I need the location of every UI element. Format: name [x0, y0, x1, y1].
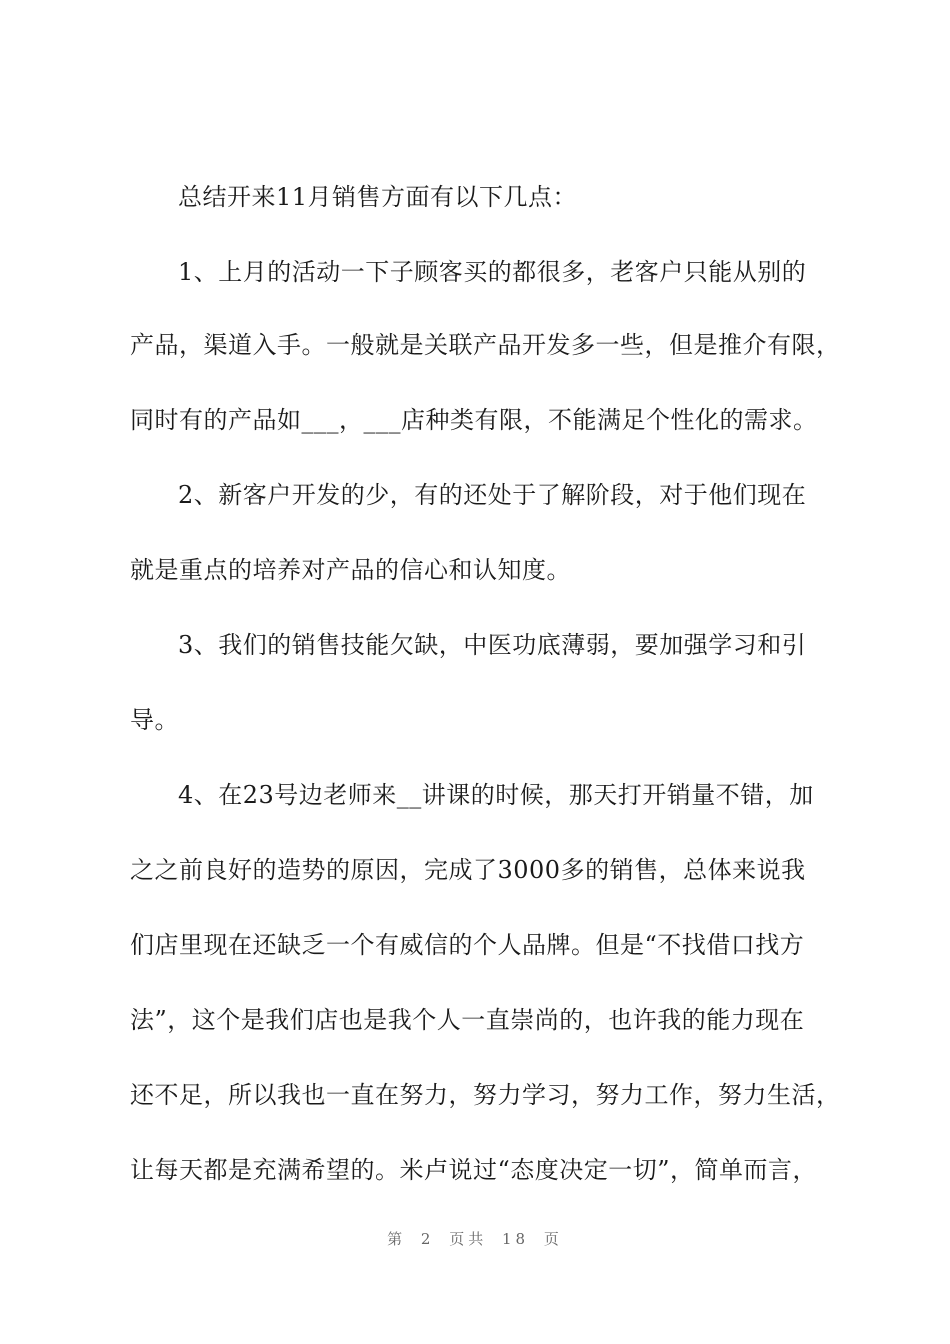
paragraph-line: 1、上月的活动一下子顾客买的都很多，老客户只能从别的	[178, 258, 807, 286]
summary-heading: 总结开来11月销售方面有以下几点：	[178, 183, 578, 211]
paragraph-line: 3、我们的销售技能欠缺，中医功底薄弱，要加强学习和引	[178, 631, 807, 659]
paragraph-line: 4、在23号边老师来__讲课的时候，那天打开销量不错，加	[178, 781, 814, 809]
paragraph-line: 就是重点的培养对产品的信心和认知度。	[130, 556, 571, 584]
paragraph-line: 让每天都是充满希望的。米卢说过“态度决定一切”，简单而言，	[130, 1156, 818, 1184]
paragraph-line: 们店里现在还缺乏一个有威信的个人品牌。但是“不找借口找方	[130, 931, 805, 959]
paragraph-line: 产品，渠道入手。一般就是关联产品开发多一些，但是推介有限，	[130, 331, 841, 359]
paragraph-line: 之之前良好的造势的原因，完成了3000多的销售，总体来说我	[130, 856, 806, 884]
page-number-footer: 第 2 页共 18 页	[387, 1230, 563, 1248]
paragraph-line: 法”，这个是我们店也是我个人一直崇尚的，也许我的能力现在	[130, 1006, 805, 1034]
paragraph-line: 还不足，所以我也一直在努力，努力学习，努力工作，努力生活，	[130, 1081, 841, 1109]
paragraph-line: 导。	[130, 706, 179, 734]
paragraph-line: 同时有的产品如___，___店种类有限，不能满足个性化的需求。	[130, 406, 818, 434]
paragraph-line: 2、新客户开发的少，有的还处于了解阶段，对于他们现在	[178, 481, 807, 509]
